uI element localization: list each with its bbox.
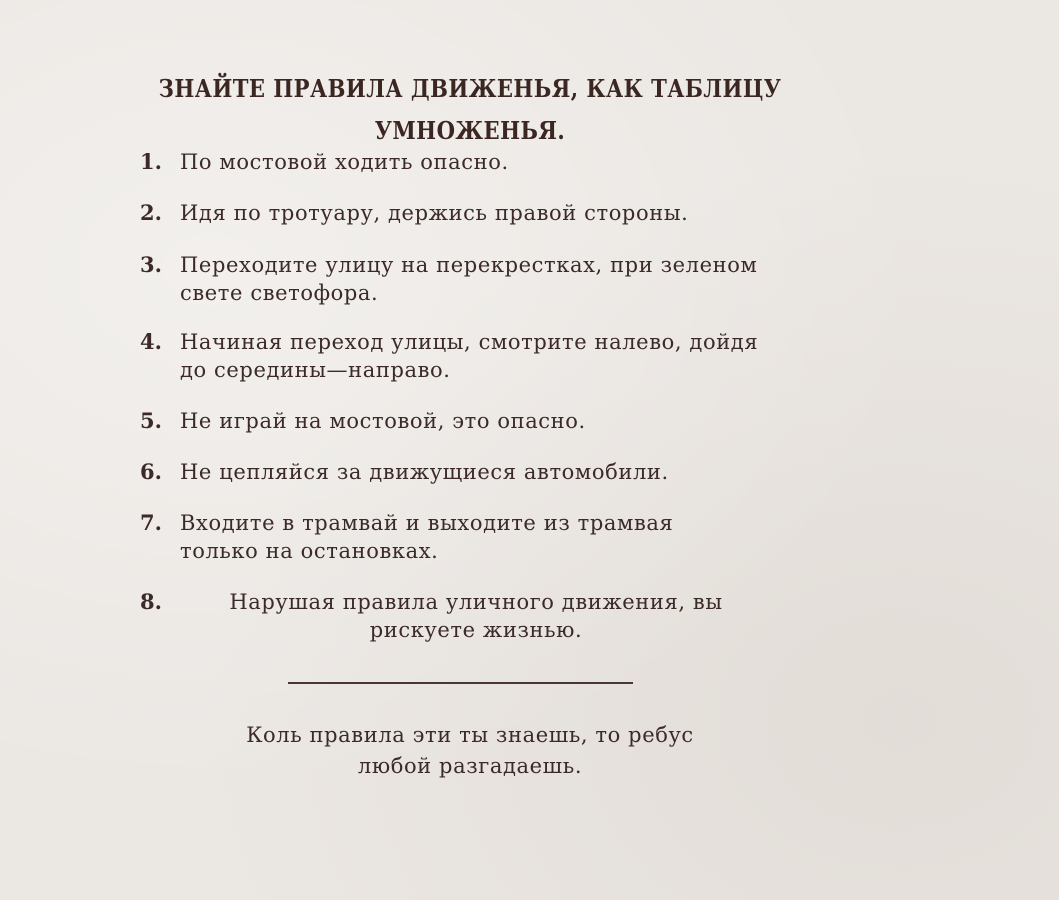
rule-text-line-1: Нарушая правила уличного движения, вы xyxy=(229,590,723,614)
rule-text-line-1: По мостовой ходить опасно. xyxy=(180,150,509,174)
footer-line-1: Коль правила эти ты знаешь, то ребус xyxy=(246,723,694,747)
rule-text-line-1: Не играй на мостовой, это опасно. xyxy=(180,409,586,433)
rule-text-line-1: Переходите улицу на перекрестках, при зеленом xyxy=(180,253,758,277)
heading-line-1: ЗНАЙТЕ ПРАВИЛА ДВИЖЕНЬЯ, КАК ТАБЛИЦУ xyxy=(158,74,782,103)
rule-text-line-2: только на остановках. xyxy=(180,539,439,563)
rule-number: 2. xyxy=(140,200,162,225)
rule-text xyxy=(180,458,800,486)
rule-text-line-2: свете светофора. xyxy=(180,281,379,305)
rule-text xyxy=(180,251,800,307)
rule-text xyxy=(180,199,800,227)
rule-number: 5. xyxy=(140,408,162,433)
rule-number: 8. xyxy=(140,589,162,614)
rule-text xyxy=(180,148,800,176)
heading-line-2: УМНОЖЕНЬЯ. xyxy=(374,116,566,145)
rule-text xyxy=(180,407,800,435)
rule-number: 1. xyxy=(140,149,162,174)
rule-text-line-1: Идя по тротуару, держись правой стороны. xyxy=(180,201,689,225)
rule-text xyxy=(180,509,800,565)
rule-number: 7. xyxy=(140,510,162,535)
rule-text-line-1: Начиная переход улицы, смотрите налево, дойдя xyxy=(180,330,759,354)
rule-text xyxy=(180,328,800,384)
footer-line-2: любой разгадаешь. xyxy=(357,754,583,778)
rule-text-line-1: Не цепляйся за движущиеся автомобили. xyxy=(180,460,669,484)
rule-text-line-2: до середины—направо. xyxy=(180,358,451,382)
rule-text-line-2: рискуете жизнью. xyxy=(369,618,583,642)
rule-text-line-1: Входите в трамвай и выходите из трамвая xyxy=(180,511,674,535)
rule-number: 3. xyxy=(140,252,162,277)
rule-text xyxy=(196,588,756,644)
divider-line xyxy=(288,682,633,684)
rule-number: 4. xyxy=(140,329,162,354)
rule-number: 6. xyxy=(140,459,162,484)
